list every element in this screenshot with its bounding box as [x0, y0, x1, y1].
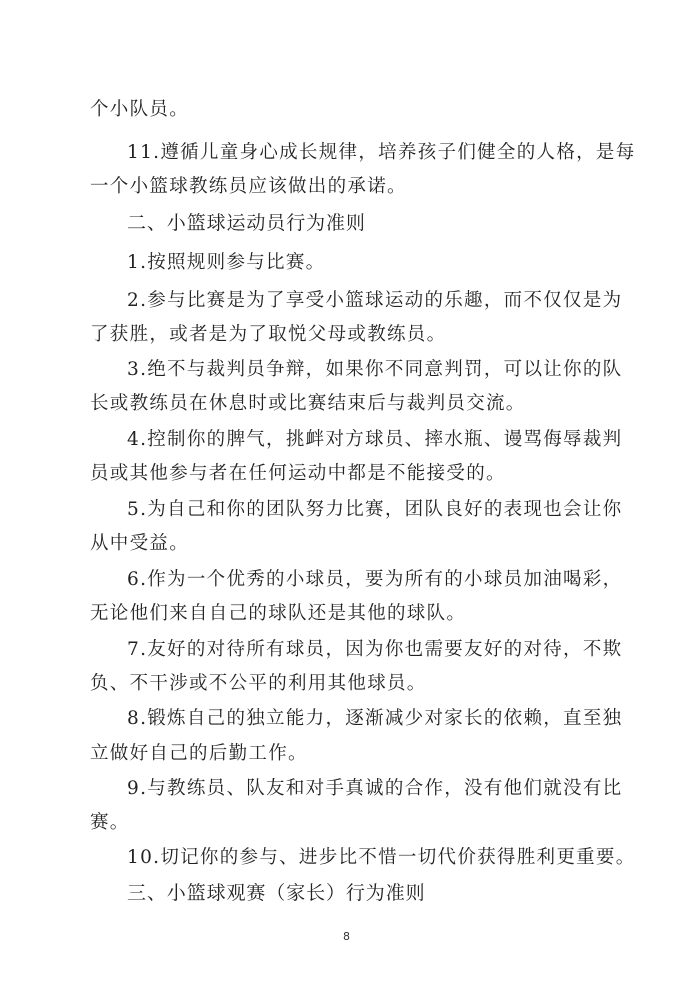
paragraph-line: 从中受益。 — [90, 533, 190, 554]
paragraph-line: 长或教练员在休息时或比赛结束后与裁判员交流。 — [90, 393, 526, 414]
paragraph-line: 2.参与比赛是为了享受小篮球运动的乐趣，而不仅仅是为 — [127, 290, 623, 311]
paragraph-line: 赛。 — [90, 812, 130, 833]
paragraph-line: 6.作为一个优秀的小球员，要为所有的小球员加油喝彩， — [127, 569, 623, 590]
paragraph-line: 员或其他参与者在任何运动中都是不能接受的。 — [90, 463, 506, 484]
paragraph-line: 了获胜，或者是为了取悦父母或教练员。 — [90, 324, 447, 345]
paragraph-line: 5.为自己和你的团队努力比赛，团队良好的表现也会让你 — [127, 499, 623, 520]
paragraph-line: 立做好自己的后勤工作。 — [90, 743, 308, 764]
paragraph-line: 8.锻炼自己的独立能力，逐渐减少对家长的依赖，直至独 — [127, 708, 623, 729]
paragraph-line: 7.友好的对待所有球员，因为你也需要友好的对待，不欺 — [127, 639, 623, 660]
section-heading: 二、小篮球运动员行为准则 — [127, 212, 366, 234]
paragraph-line: 11.遵循儿童身心成长规律，培养孩子们健全的人格，是每 — [127, 142, 636, 163]
paragraph-line: 10.切记你的参与、进步比不惜一切代价获得胜利更重要。 — [127, 847, 636, 868]
paragraph-line: 个小队员。 — [90, 99, 190, 120]
paragraph-line: 负、不干涉或不公平的利用其他球员。 — [90, 673, 427, 694]
paragraph-line: 1.按照规则参与比赛。 — [127, 252, 326, 273]
paragraph-line: 无论他们来自自己的球队还是其他的球队。 — [90, 603, 467, 624]
paragraph-line: 3.绝不与裁判员争辩，如果你不同意判罚，可以让你的队 — [127, 359, 623, 380]
paragraph-line: 4.控制你的脾气，挑衅对方球员、摔水瓶、谩骂侮辱裁判 — [127, 429, 623, 450]
paragraph-line: 一个小篮球教练员应该做出的承诺。 — [90, 176, 407, 197]
section-heading: 三、小篮球观赛（家长）行为准则 — [127, 882, 426, 904]
page-number: 8 — [343, 930, 350, 943]
paragraph-line: 9.与教练员、队友和对手真诚的合作，没有他们就没有比 — [127, 778, 623, 799]
